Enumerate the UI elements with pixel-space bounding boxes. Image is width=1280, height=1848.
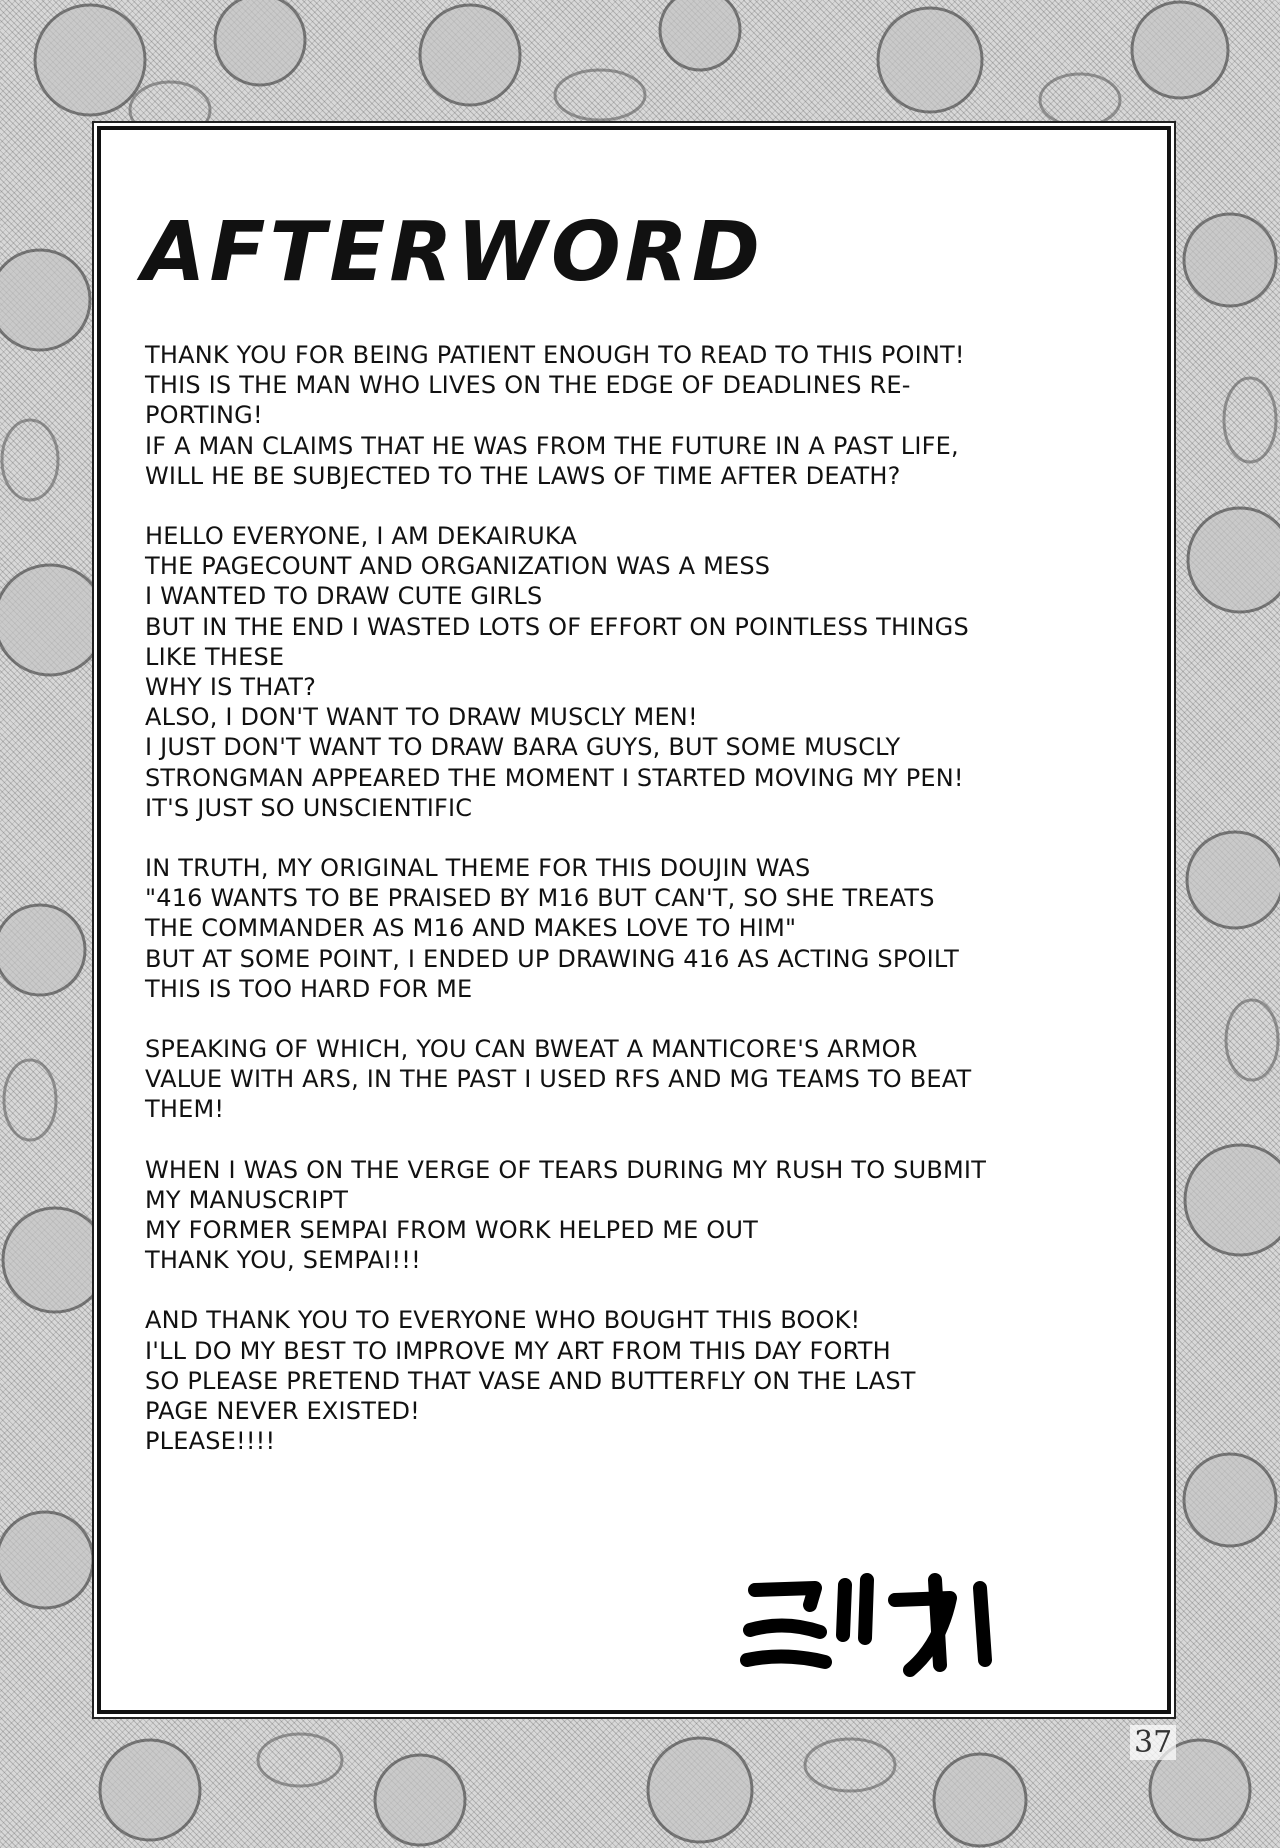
text-line: THE COMMANDER AS M16 AND MAKES LOVE TO HIM"	[145, 914, 797, 943]
text-line: WILL HE BE SUBJECTED TO THE LAWS OF TIME AFTER DEATH?	[145, 461, 901, 490]
text-line: THANK YOU, SEMPAI!!!	[145, 1246, 421, 1275]
paragraph-1	[145, 340, 1145, 491]
text-line: SPEAKING OF WHICH, YOU CAN BWEAT A MANTICORE'S ARMOR	[145, 1035, 918, 1064]
paragraph-3	[145, 853, 1145, 1004]
text-line: HELLO EVERYONE, I AM DEKAIRUKA	[145, 522, 578, 551]
text-line: BUT AT SOME POINT, I ENDED UP DRAWING 416 AS ACTING SPOILT	[145, 944, 960, 973]
paragraph-4	[145, 1034, 1145, 1125]
text-line: THIS IS TOO HARD FOR ME	[145, 974, 473, 1003]
text-line: WHEN I WAS ON THE VERGE OF TEARS DURING MY RUSH TO SUBMIT	[145, 1155, 987, 1184]
text-line: AND THANK YOU TO EVERYONE WHO BOUGHT THIS BOOK!	[145, 1306, 861, 1335]
text-line: I JUST DON'T WANT TO DRAW BARA GUYS, BUT SOME MUSCLY	[145, 733, 901, 762]
text-line: THANK YOU FOR BEING PATIENT ENOUGH TO READ TO THIS POINT!	[145, 341, 965, 369]
text-line: LIKE THESE	[145, 642, 285, 671]
text-line: MY FORMER SEMPAI FROM WORK HELPED ME OUT	[145, 1216, 759, 1245]
text-line: I WANTED TO DRAW CUTE GIRLS	[145, 582, 543, 611]
text-line: THIS IS THE MAN WHO LIVES ON THE EDGE OF DEADLINES RE-	[145, 371, 911, 400]
paragraph-6	[145, 1305, 1145, 1456]
text-line: VALUE WITH ARS, IN THE PAST I USED RFS AND MG TEAMS TO BEAT	[145, 1065, 972, 1094]
text-line: I'LL DO MY BEST TO IMPROVE MY ART FROM THIS DAY FORTH	[145, 1336, 891, 1365]
text-line: PLEASE!!!!	[145, 1427, 276, 1456]
text-line: THE PAGECOUNT AND ORGANIZATION WAS A MESS	[145, 552, 771, 581]
text-line: IT'S JUST SO UNSCIENTIFIC	[145, 793, 473, 822]
text-line: BUT IN THE END I WASTED LOTS OF EFFORT ON POINTLESS THINGS	[145, 612, 969, 641]
handwritten-signature	[735, 1560, 1035, 1680]
text-line: STRONGMAN APPEARED THE MOMENT I STARTED MOVING MY PEN!	[145, 763, 964, 792]
page-title: AFTERWORD	[142, 205, 764, 300]
text-line: PORTING!	[145, 401, 263, 430]
paragraph-5	[145, 1155, 1145, 1276]
text-line: THEM!	[145, 1095, 225, 1124]
text-line: "416 WANTS TO BE PRAISED BY M16 BUT CAN'T, SO SHE TREATS	[145, 884, 935, 913]
text-line: IN TRUTH, MY ORIGINAL THEME FOR THIS DOUJIN WAS	[145, 854, 811, 883]
page-number: 37	[1130, 1725, 1176, 1760]
text-line: ALSO, I DON'T WANT TO DRAW MUSCLY MEN!	[145, 703, 698, 732]
afterword-body	[145, 340, 1145, 1487]
text-line: PAGE NEVER EXISTED!	[145, 1397, 420, 1426]
text-line: WHY IS THAT?	[145, 673, 317, 702]
text-line: MY MANUSCRIPT	[145, 1185, 349, 1214]
text-line: IF A MAN CLAIMS THAT HE WAS FROM THE FUTURE IN A PAST LIFE,	[145, 431, 959, 460]
text-line: SO PLEASE PRETEND THAT VASE AND BUTTERFLY ON THE LAST	[145, 1366, 916, 1395]
paragraph-2	[145, 521, 1145, 823]
